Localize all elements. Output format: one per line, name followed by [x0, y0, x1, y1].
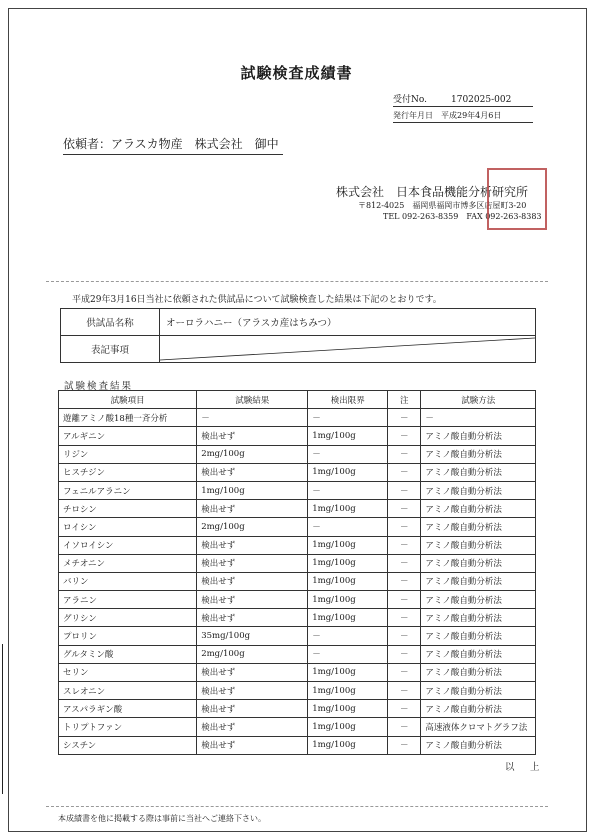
- cell-detection-limit: 1mg/100g: [308, 718, 388, 736]
- document-title: 試験検査成績書: [240, 64, 353, 82]
- cell-test-item: フェニルアラニン: [59, 481, 197, 499]
- cell-test-item: シスチン: [59, 736, 197, 754]
- cell-result: 検出せず: [197, 427, 308, 445]
- cell-note: －: [388, 627, 421, 645]
- cell-detection-limit: 1mg/100g: [308, 554, 388, 572]
- cell-note: －: [388, 463, 421, 481]
- cell-detection-limit: －: [308, 627, 388, 645]
- cell-method: アミノ酸自動分析法: [421, 554, 536, 572]
- table-row: [59, 700, 536, 718]
- company-phone: TEL 092-263-8359 FAX 092-263-8383: [383, 212, 542, 221]
- footer-divider: [46, 806, 548, 807]
- cell-detection-limit: 1mg/100g: [308, 427, 388, 445]
- cell-note: －: [388, 481, 421, 499]
- cell-test-item: セリン: [59, 663, 197, 681]
- cell-detection-limit: 1mg/100g: [308, 591, 388, 609]
- cell-test-item: チロシン: [59, 500, 197, 518]
- cell-method: アミノ酸自動分析法: [421, 736, 536, 754]
- cell-method: アミノ酸自動分析法: [421, 427, 536, 445]
- cell-result: 35mg/100g: [197, 627, 308, 645]
- cell-detection-limit: －: [308, 481, 388, 499]
- cell-result: 検出せず: [197, 554, 308, 572]
- header-note: 注: [388, 391, 421, 409]
- cell-note: －: [388, 663, 421, 681]
- results-table: [58, 390, 536, 755]
- results-heading: 試験検査結果: [64, 381, 134, 392]
- intro-text: 平成29年3月16日当社に依頼された供試品について試験検査した結果は下記のとおりです。: [72, 295, 442, 305]
- cell-result: 検出せず: [197, 663, 308, 681]
- table-row: [59, 554, 536, 572]
- cell-result: 2mg/100g: [197, 645, 308, 663]
- cell-test-item: グリシン: [59, 609, 197, 627]
- cell-note: －: [388, 591, 421, 609]
- results-header-row: [59, 391, 536, 409]
- cell-detection-limit: －: [308, 518, 388, 536]
- cell-method: アミノ酸自動分析法: [421, 572, 536, 590]
- cell-note: －: [388, 518, 421, 536]
- cell-detection-limit: 1mg/100g: [308, 536, 388, 554]
- cell-note: －: [388, 572, 421, 590]
- reception-number: [393, 92, 533, 107]
- cell-detection-limit: －: [308, 409, 388, 427]
- cell-result: －: [197, 409, 308, 427]
- cell-method: アミノ酸自動分析法: [421, 663, 536, 681]
- table-row: [59, 627, 536, 645]
- cell-note: －: [388, 427, 421, 445]
- header-method: 試験方法: [421, 391, 536, 409]
- cell-method: アミノ酸自動分析法: [421, 481, 536, 499]
- company-seal-icon: [487, 168, 547, 230]
- table-row: [59, 718, 536, 736]
- cell-test-item: ヒスチジン: [59, 463, 197, 481]
- client-name: 依頼者：アラスカ物産 株式会社 御中: [63, 135, 283, 155]
- cell-result: 2mg/100g: [197, 445, 308, 463]
- cell-test-item: スレオニン: [59, 682, 197, 700]
- cell-result: 2mg/100g: [197, 518, 308, 536]
- cell-detection-limit: 1mg/100g: [308, 663, 388, 681]
- table-row: [59, 481, 536, 499]
- cell-detection-limit: 1mg/100g: [308, 736, 388, 754]
- cell-test-item: トリプトファン: [59, 718, 197, 736]
- cell-note: －: [388, 409, 421, 427]
- company-address: 〒812-4025 福岡県福岡市博多区店屋町3-20: [358, 201, 527, 210]
- end-mark: 以 上: [505, 762, 543, 773]
- cell-detection-limit: －: [308, 645, 388, 663]
- footer-note: 本成績書を他に掲載する際は事前に当社へご連絡下さい。: [58, 814, 266, 823]
- header-result: 試験結果: [197, 391, 308, 409]
- cell-method: アミノ酸自動分析法: [421, 591, 536, 609]
- cell-test-item: グルタミン酸: [59, 645, 197, 663]
- issue-date: 発行年月日 平成29年4月6日: [393, 110, 533, 123]
- cell-test-item: プロリン: [59, 627, 197, 645]
- cell-detection-limit: 1mg/100g: [308, 572, 388, 590]
- sample-name-label: 供試品名称: [61, 309, 160, 336]
- cell-method: 高速液体クロマトグラフ法: [421, 718, 536, 736]
- cell-test-item: 遊離アミノ酸18種一斉分析: [59, 409, 197, 427]
- binding-mark: [2, 644, 3, 794]
- cell-method: アミノ酸自動分析法: [421, 536, 536, 554]
- cell-note: －: [388, 500, 421, 518]
- table-row: [59, 463, 536, 481]
- cell-test-item: イソロイシン: [59, 536, 197, 554]
- cell-method: アミノ酸自動分析法: [421, 463, 536, 481]
- table-row: [59, 427, 536, 445]
- table-row: [59, 500, 536, 518]
- reception-value: 1702025-002: [451, 95, 512, 105]
- cell-note: －: [388, 536, 421, 554]
- cell-test-item: アスパラギン酸: [59, 700, 197, 718]
- cell-note: －: [388, 645, 421, 663]
- cell-detection-limit: 1mg/100g: [308, 500, 388, 518]
- header-test-item: 試験項目: [59, 391, 197, 409]
- label-items-label: 表記事項: [61, 336, 160, 363]
- table-row: [59, 409, 536, 427]
- cell-method: アミノ酸自動分析法: [421, 627, 536, 645]
- cell-detection-limit: 1mg/100g: [308, 700, 388, 718]
- table-row: [59, 609, 536, 627]
- table-row: [59, 536, 536, 554]
- cell-test-item: アラニン: [59, 591, 197, 609]
- cell-note: －: [388, 554, 421, 572]
- label-items-row: [61, 336, 536, 363]
- cell-result: 検出せず: [197, 500, 308, 518]
- table-row: [59, 682, 536, 700]
- cell-note: －: [388, 718, 421, 736]
- cell-method: アミノ酸自動分析法: [421, 700, 536, 718]
- table-row: [59, 736, 536, 754]
- cell-result: 検出せず: [197, 700, 308, 718]
- cell-test-item: バリン: [59, 572, 197, 590]
- divider: [46, 281, 548, 282]
- header-detection-limit: 検出限界: [308, 391, 388, 409]
- cell-note: －: [388, 736, 421, 754]
- cell-result: 検出せず: [197, 463, 308, 481]
- cell-result: 検出せず: [197, 572, 308, 590]
- sample-name-row: [61, 309, 536, 336]
- cell-note: －: [388, 682, 421, 700]
- cell-method: －: [421, 409, 536, 427]
- cell-detection-limit: 1mg/100g: [308, 682, 388, 700]
- cell-detection-limit: 1mg/100g: [308, 609, 388, 627]
- company-name: 株式会社 日本食品機能分析研究所: [336, 185, 529, 199]
- cell-method: アミノ酸自動分析法: [421, 682, 536, 700]
- cell-result: 検出せず: [197, 682, 308, 700]
- cell-result: 検出せず: [197, 736, 308, 754]
- strike-through-line: [160, 336, 535, 362]
- table-row: [59, 518, 536, 536]
- cell-method: アミノ酸自動分析法: [421, 445, 536, 463]
- table-row: [59, 645, 536, 663]
- cell-result: 検出せず: [197, 718, 308, 736]
- cell-result: 検出せず: [197, 536, 308, 554]
- cell-result: 検出せず: [197, 591, 308, 609]
- cell-note: －: [388, 700, 421, 718]
- cell-test-item: メチオニン: [59, 554, 197, 572]
- reception-label: 受付No.: [393, 95, 427, 105]
- table-row: [59, 663, 536, 681]
- cell-detection-limit: －: [308, 445, 388, 463]
- cell-method: アミノ酸自動分析法: [421, 500, 536, 518]
- cell-test-item: リジン: [59, 445, 197, 463]
- cell-note: －: [388, 609, 421, 627]
- cell-note: －: [388, 445, 421, 463]
- cell-test-item: アルギニン: [59, 427, 197, 445]
- table-row: [59, 572, 536, 590]
- cell-method: アミノ酸自動分析法: [421, 518, 536, 536]
- sample-name-value: オーロラハニー（アラスカ産はちみつ）: [160, 309, 536, 336]
- cell-method: アミノ酸自動分析法: [421, 609, 536, 627]
- cell-method: アミノ酸自動分析法: [421, 645, 536, 663]
- sample-info-table: [60, 308, 536, 363]
- cell-result: 1mg/100g: [197, 481, 308, 499]
- cell-detection-limit: 1mg/100g: [308, 463, 388, 481]
- table-row: [59, 591, 536, 609]
- table-row: [59, 445, 536, 463]
- cell-result: 検出せず: [197, 609, 308, 627]
- cell-test-item: ロイシン: [59, 518, 197, 536]
- label-items-value: [160, 336, 536, 363]
